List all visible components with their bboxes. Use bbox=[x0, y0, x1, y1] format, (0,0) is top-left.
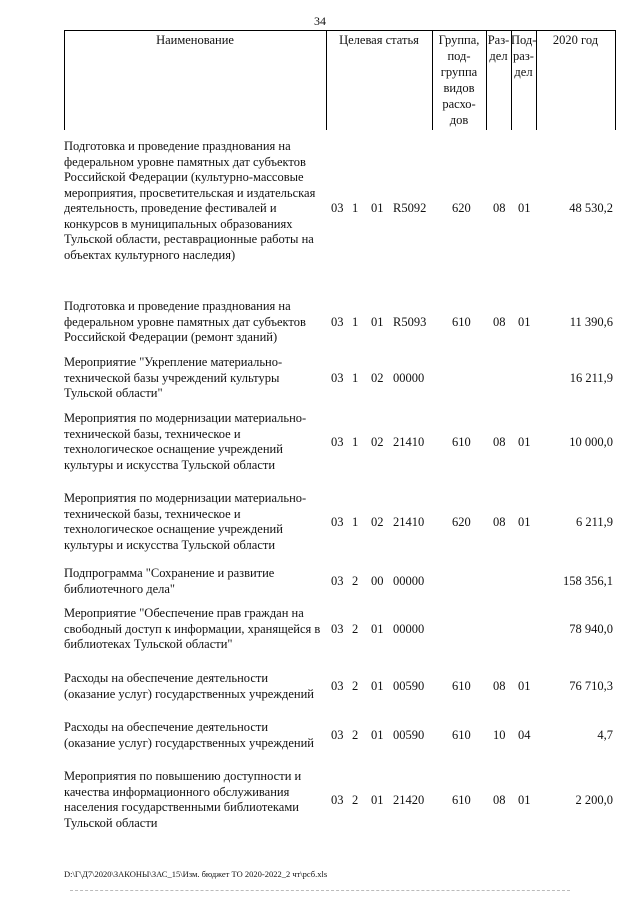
page-number: 34 bbox=[314, 14, 326, 28]
subprogram-code: 2 bbox=[352, 574, 359, 588]
row-name: Подпрограмма "Сохранение и развитие библиотечного дела" bbox=[64, 566, 275, 596]
table-header bbox=[64, 30, 616, 130]
amount: 11 390,6 bbox=[569, 315, 613, 329]
program-code: 03 bbox=[331, 679, 344, 693]
subprogram-code: 1 bbox=[352, 515, 359, 529]
header-line: дел bbox=[489, 49, 508, 63]
header-target-article: Целевая статья bbox=[339, 33, 419, 47]
header-line: под- bbox=[447, 49, 471, 63]
program-code: 03 bbox=[331, 201, 344, 215]
section-code: 08 bbox=[493, 679, 506, 693]
direction-code: 21410 bbox=[393, 515, 425, 529]
event-code: 01 bbox=[371, 793, 384, 807]
header-year: 2020 год bbox=[552, 33, 599, 47]
event-code: 01 bbox=[371, 679, 384, 693]
row-name: Подготовка и проведение празднования на федеральном уровне памятных дат субъектов Российской Федерации (культурно-массовые мероприятия, просветительская и издательская деятельность, проведение фестивалей и конкурсов в муниципальных образованиях Тульской области, реставрационные работы на объектах культурного наследия) bbox=[64, 139, 316, 262]
row-name: Расходы на обеспечение деятельности (оказание услуг) государственных учреждений bbox=[64, 671, 314, 701]
direction-code: R5093 bbox=[393, 315, 427, 329]
expense-type-code: 610 bbox=[452, 679, 471, 693]
subprogram-code: 2 bbox=[352, 728, 359, 742]
program-code: 03 bbox=[331, 622, 344, 636]
row-name: Мероприятие "Укрепление материально-технической базы учреждений культуры Тульской области" bbox=[64, 355, 283, 400]
program-code: 03 bbox=[331, 728, 344, 742]
event-code: 01 bbox=[371, 201, 384, 215]
subsection-code: 01 bbox=[518, 793, 531, 807]
expense-type-code: 610 bbox=[452, 728, 471, 742]
footer-divider bbox=[70, 890, 570, 891]
header-line: раз- bbox=[513, 49, 534, 63]
header-name: Наименование bbox=[156, 33, 234, 47]
direction-code: 00000 bbox=[393, 574, 425, 588]
expense-type-code: 610 bbox=[452, 793, 471, 807]
subsection-code: 01 bbox=[518, 435, 531, 449]
amount: 76 710,3 bbox=[569, 679, 613, 693]
subprogram-code: 1 bbox=[352, 201, 359, 215]
event-code: 02 bbox=[371, 371, 384, 385]
section-code: 08 bbox=[493, 515, 506, 529]
header-line: видов bbox=[443, 81, 475, 95]
row-name: Мероприятия по модернизации материально-технической базы, техническое и технологическое оснащение учреждений культуры и искусства Тульской области bbox=[64, 491, 307, 552]
event-code: 02 bbox=[371, 515, 384, 529]
expense-type-code: 620 bbox=[452, 201, 471, 215]
header-top-border bbox=[64, 30, 616, 31]
subprogram-code: 2 bbox=[352, 793, 359, 807]
amount: 4,7 bbox=[597, 728, 613, 742]
row-name: Подготовка и проведение празднования на федеральном уровне памятных дат субъектов Российской Федерации (ремонт зданий) bbox=[64, 299, 306, 344]
subsection-code: 01 bbox=[518, 315, 531, 329]
file-path-footer: D:\Г\Д7\2020\ЗАКОНЫ\ЗАС_15\Изм. бюджет ТО 2020-2022_2 чт\рсб.xls bbox=[64, 869, 328, 879]
header-subsection bbox=[511, 32, 536, 80]
section-code: 08 bbox=[493, 793, 506, 807]
amount: 158 356,1 bbox=[563, 574, 613, 588]
row-name: Мероприятие "Обеспечение прав граждан на свободный доступ к информации, хранящейся в библиотеках Тульской области" bbox=[64, 606, 321, 651]
program-code: 03 bbox=[331, 515, 344, 529]
subprogram-code: 1 bbox=[352, 371, 359, 385]
subsection-code: 01 bbox=[518, 515, 531, 529]
subprogram-code: 1 bbox=[352, 435, 359, 449]
expense-type-code: 620 bbox=[452, 515, 471, 529]
direction-code: 21410 bbox=[393, 435, 425, 449]
header-line: дел bbox=[514, 65, 533, 79]
event-code: 01 bbox=[371, 315, 384, 329]
direction-code: 00000 bbox=[393, 371, 425, 385]
subprogram-code: 2 bbox=[352, 622, 359, 636]
amount: 16 211,9 bbox=[569, 371, 613, 385]
header-line: Под- bbox=[511, 33, 537, 47]
direction-code: 21420 bbox=[393, 793, 425, 807]
row-name: Мероприятия по повышению доступности и качества информационного обслуживания населения государственными библиотеками Тульской области bbox=[64, 769, 302, 830]
subprogram-code: 1 bbox=[352, 315, 359, 329]
direction-code: 00000 bbox=[393, 622, 425, 636]
header-border bbox=[615, 30, 616, 130]
event-code: 00 bbox=[371, 574, 384, 588]
direction-code: 00590 bbox=[393, 679, 425, 693]
direction-code: R5092 bbox=[393, 201, 427, 215]
row-name: Мероприятия по модернизации материально-технической базы, техническое и технологическое оснащение учреждений культуры и искусства Тульской области bbox=[64, 411, 307, 472]
header-line: расхо- bbox=[442, 97, 476, 111]
amount: 78 940,0 bbox=[569, 622, 613, 636]
header-line: дов bbox=[449, 113, 469, 127]
program-code: 03 bbox=[331, 315, 344, 329]
header-line: Группа, bbox=[438, 33, 480, 47]
program-code: 03 bbox=[331, 574, 344, 588]
subsection-code: 01 bbox=[518, 201, 531, 215]
section-code: 10 bbox=[493, 728, 506, 742]
header-expense-group bbox=[432, 32, 486, 128]
section-code: 08 bbox=[493, 201, 506, 215]
subsection-code: 01 bbox=[518, 679, 531, 693]
direction-code: 00590 bbox=[393, 728, 425, 742]
amount: 2 200,0 bbox=[575, 793, 613, 807]
program-code: 03 bbox=[331, 793, 344, 807]
event-code: 01 bbox=[371, 728, 384, 742]
amount: 10 000,0 bbox=[569, 435, 613, 449]
header-line: группа bbox=[440, 65, 478, 79]
event-code: 01 bbox=[371, 622, 384, 636]
section-code: 08 bbox=[493, 435, 506, 449]
subprogram-code: 2 bbox=[352, 679, 359, 693]
header-section bbox=[486, 32, 511, 64]
amount: 48 530,2 bbox=[569, 201, 613, 215]
subsection-code: 04 bbox=[518, 728, 531, 742]
event-code: 02 bbox=[371, 435, 384, 449]
amount: 6 211,9 bbox=[575, 515, 613, 529]
header-line: Раз- bbox=[487, 33, 510, 47]
section-code: 08 bbox=[493, 315, 506, 329]
program-code: 03 bbox=[331, 435, 344, 449]
expense-type-code: 610 bbox=[452, 435, 471, 449]
program-code: 03 bbox=[331, 371, 344, 385]
row-name: Расходы на обеспечение деятельности (оказание услуг) государственных учреждений bbox=[64, 720, 314, 750]
expense-type-code: 610 bbox=[452, 315, 471, 329]
